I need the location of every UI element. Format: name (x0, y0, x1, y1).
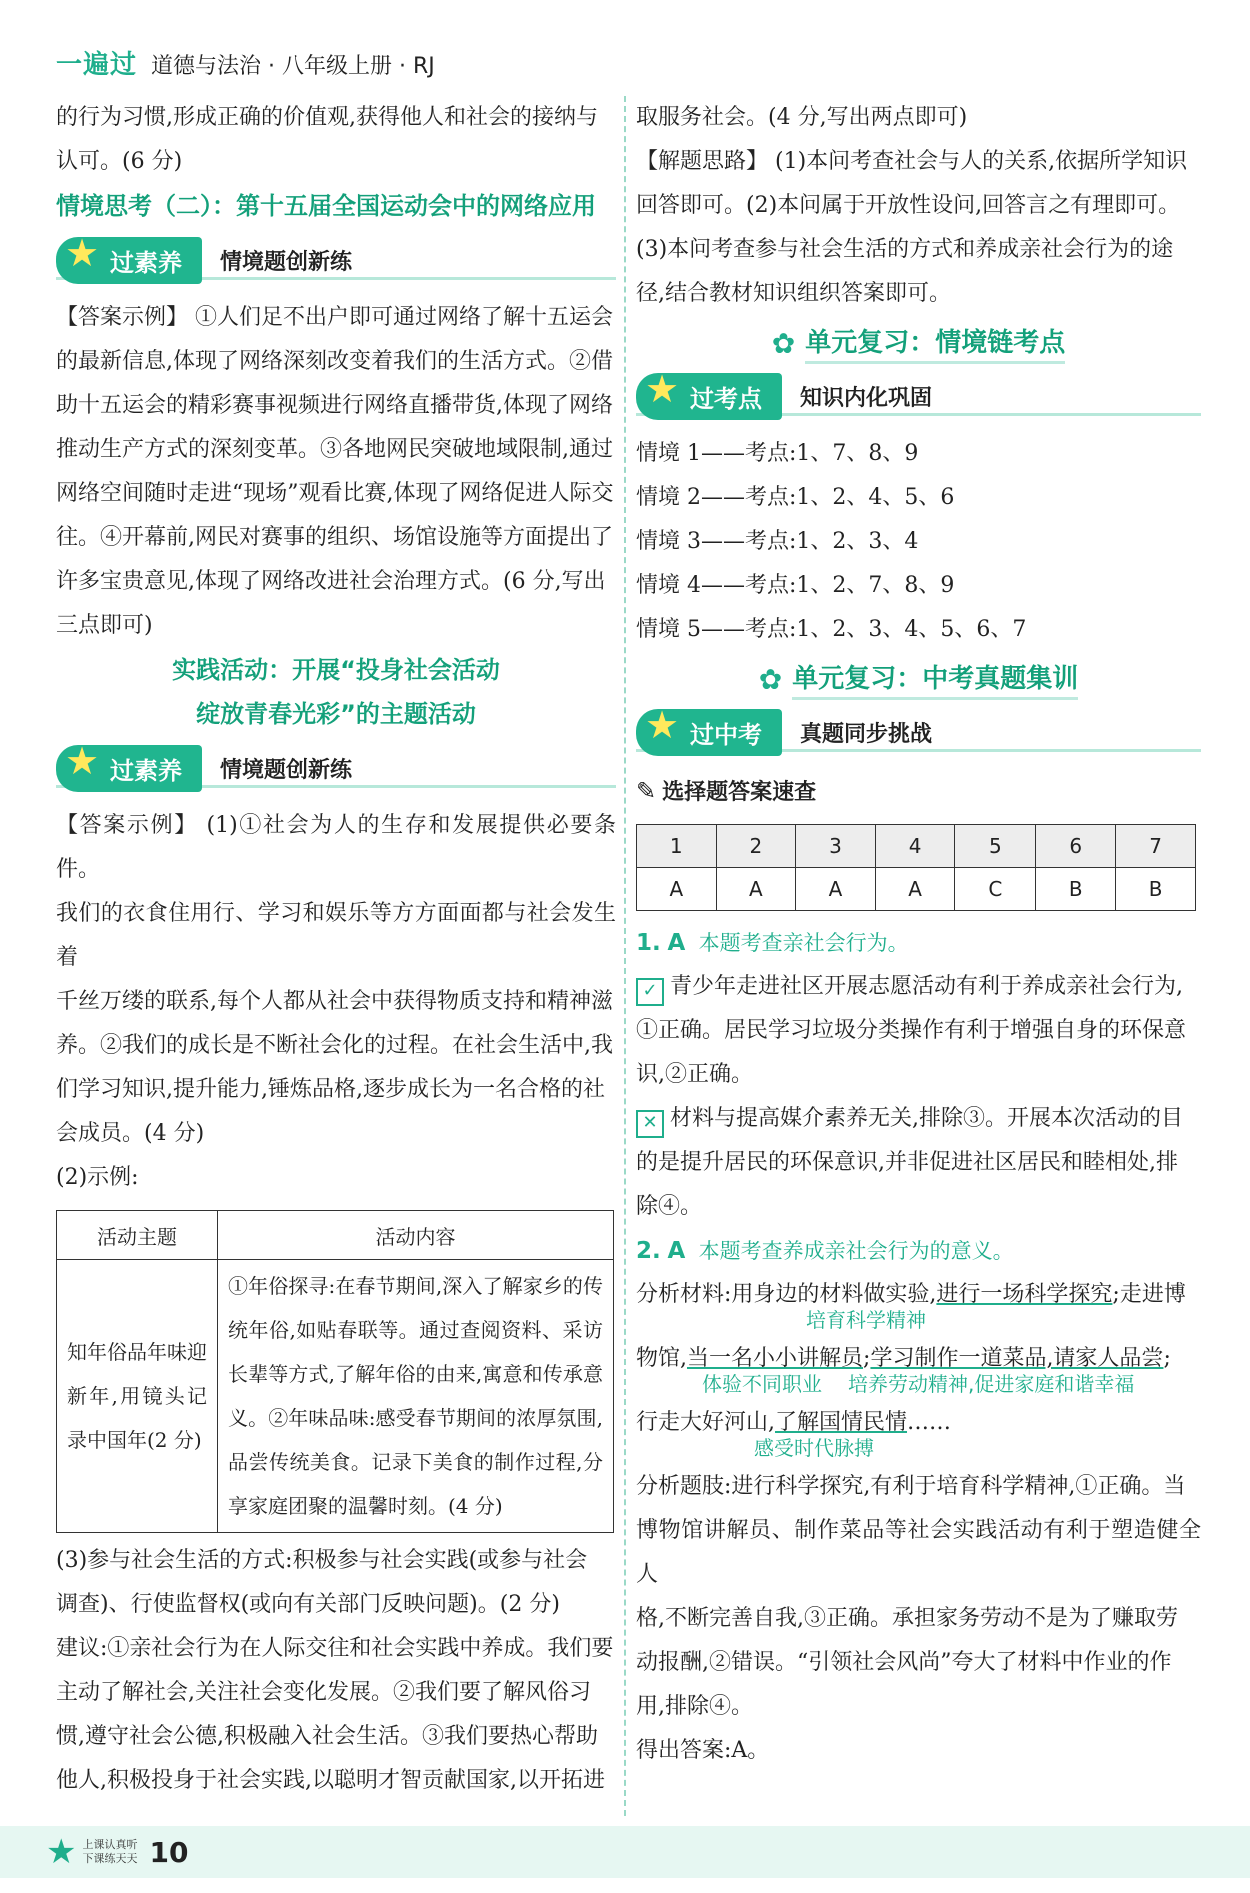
page-header (56, 44, 435, 81)
pencil-icon: ✎ (636, 777, 657, 805)
table-row (637, 868, 1196, 911)
badge-label: ★ 过素养 (56, 745, 202, 792)
activity-table (56, 1210, 614, 1533)
material-line: 行走大好河山,了解国情民情…… (636, 1410, 952, 1435)
section-badge (636, 702, 1201, 756)
question-2-heading (636, 1229, 1201, 1273)
list-item: 情境 2——考点:1、2、4、5、6 (636, 485, 955, 510)
star-mascot-icon: ★ (46, 1832, 77, 1872)
question-note: 本题考查亲社会行为。 (698, 931, 909, 955)
answer-cell: B (1116, 868, 1196, 911)
answer-cell: A (875, 868, 955, 911)
text-line: 回答即可。(2)本问属于开放性设问,回答言之有理即可。 (636, 193, 1181, 218)
question-number: 3 (796, 825, 876, 868)
question-answer: A (667, 930, 686, 956)
text-line: 格,不断完善自我,③正确。承担家务劳动不是为了赚取劳 (636, 1606, 1178, 1631)
text-line: 【答案示例】 (1)①社会为人的生存和发展提供必要条件。 (56, 813, 616, 882)
scenario-title: 情境思考（二）：第十五届全国运动会中的网络应用 (56, 192, 596, 220)
text-line: 建议:①亲社会行为在人际交往和社会实践中养成。我们要 (56, 1636, 614, 1661)
text-line: 会成员。(4 分) (56, 1121, 205, 1146)
text-line: 推动生产方式的深刻变革。③各地网民突破地域限制,通过 (56, 437, 613, 462)
unit-review-title: 单元复习：中考真题集训 (792, 658, 1078, 700)
question-number: 2 (716, 825, 796, 868)
answer-check-heading (636, 768, 1201, 816)
text-line: 博物馆讲解员、制作菜品等社会实践活动有利于塑造健全人 (636, 1518, 1201, 1587)
star-icon: ★ (64, 230, 100, 275)
text-line: 调查)、行使监督权(或向有关部门反映问题)。(2 分) (56, 1592, 560, 1617)
question-number: 7 (1116, 825, 1196, 868)
annotation-text: 培养劳动精神,促进家庭和谐幸福 (848, 1372, 1135, 1396)
question-number: 1 (637, 825, 717, 868)
answer-cell: A (796, 868, 876, 911)
table-header-content: 活动内容 (218, 1211, 614, 1260)
question-note: 本题考查养成亲社会行为的意义。 (698, 1239, 1014, 1263)
table-header-row (57, 1211, 614, 1260)
question-number: 4 (875, 825, 955, 868)
section-badge (56, 738, 616, 792)
text-line: 他人,积极投身于社会实践,以聪明才智贡献国家,以开拓进 (56, 1768, 605, 1793)
table-row (57, 1260, 614, 1533)
list-item: 情境 1——考点:1、7、8、9 (636, 441, 919, 466)
section-badge (56, 230, 616, 284)
text-line: (3)参与社会生活的方式:积极参与社会实践(或参与社会 (56, 1548, 588, 1573)
text-line: 取服务社会。(4 分,写出两点即可) (636, 105, 968, 130)
text-line: (2)示例: (56, 1165, 139, 1190)
text-line: 识,②正确。 (636, 1062, 753, 1087)
material-annotation: 感受时代脉搏 (754, 1436, 874, 1460)
badge-subtitle: 情境题创新练 (220, 249, 353, 275)
table-row (637, 825, 1196, 868)
text-line: 许多宝贵意见,体现了网络改进社会治理方式。(6 分,写出 (56, 569, 606, 594)
flower-icon: ✿ (758, 662, 783, 696)
context-list (636, 432, 1201, 652)
badge-label: ★ 过素养 (56, 237, 202, 284)
list-item: 情境 4——考点:1、2、7、8、9 (636, 573, 955, 598)
text-line: 的行为习惯,形成正确的价值观,获得他人和社会的接纳与 (56, 105, 598, 130)
text-line: 径,结合教材知识组织答案即可。 (636, 281, 951, 306)
unit-review-heading (636, 322, 1201, 364)
answer-check-title: 选择题答案速查 (662, 780, 817, 805)
text-line: 养。②我们的成长是不断社会化的过程。在社会生活中,我 (56, 1033, 613, 1058)
badge-label: ★ 过中考 (636, 709, 782, 756)
cross-icon: ✕ (636, 1110, 664, 1138)
text-line: 千丝万缕的联系,每个人都从社会中获得物质支持和精神滋 (56, 989, 613, 1014)
text-line: 三点即可) (56, 613, 153, 638)
text-line: 的是提升居民的环保意识,并非促进社区居民和睦相处,排 (636, 1150, 1178, 1175)
text-line: 用,排除④。 (636, 1694, 753, 1719)
text-line: 的最新信息,体现了网络深刻改变着我们的生活方式。②借 (56, 349, 613, 374)
question-number: 5 (955, 825, 1036, 868)
text-line: 动报酬,②错误。“引领社会风尚”夸大了材料中作业的作 (636, 1650, 1172, 1675)
answer-cell: C (955, 868, 1036, 911)
badge-subtitle: 情境题创新练 (220, 757, 353, 783)
answer-cell: B (1036, 868, 1116, 911)
star-icon: ★ (644, 702, 680, 747)
material-annotation: 培育科学精神 (806, 1308, 926, 1332)
practice-title-line-2: 绽放青春光彩”的主题活动 (196, 700, 476, 728)
question-1-heading (636, 921, 1201, 965)
section-badge (636, 366, 1201, 420)
question-number: 1. (636, 930, 661, 956)
text-line: 【答案示例】 ①人们足不出户即可通过网络了解十五运会 (56, 305, 613, 330)
text-line: 得出答案:A。 (636, 1738, 770, 1763)
answer-cell: A (716, 868, 796, 911)
unit-review-heading (636, 658, 1201, 700)
text-line: 网络空间随时走进“现场”观看比赛,体现了网络促进人际交 (56, 481, 614, 506)
text-line: 认可。(6 分) (56, 149, 183, 174)
star-icon: ★ (644, 366, 680, 411)
badge-label: ★ 过考点 (636, 373, 782, 420)
flower-icon: ✿ (771, 326, 796, 360)
table-header-theme: 活动主题 (57, 1211, 218, 1260)
material-line: 分析材料:用身边的材料做实验,进行一场科学探究;走进博 (636, 1282, 1186, 1307)
text-line: 们学习知识,提升能力,锤炼品格,逐步成长为一名合格的社 (56, 1077, 605, 1102)
badge-subtitle: 知识内化巩固 (800, 385, 933, 411)
answer-table (636, 824, 1196, 911)
text-line: ✕ 材料与提高媒介素养无关,排除③。开展本次活动的目 (636, 1097, 1201, 1141)
book-title: 道德与法治 · 八年级上册 · RJ (151, 54, 435, 79)
unit-review-title: 单元复习：情境链考点 (805, 322, 1065, 364)
list-item: 情境 3——考点:1、2、3、4 (636, 529, 919, 554)
page-footer (46, 1832, 188, 1872)
text-line: 往。④开幕前,网民对赛事的组织、场馆设施等方面提出了 (56, 525, 613, 550)
check-icon: ✓ (636, 978, 664, 1006)
footer-slogan: 上课认真听 下课练天天 (82, 1838, 138, 1865)
text-line: 【解题思路】 (1)本问考查社会与人的关系,依据所学知识 (636, 149, 1188, 174)
practice-title-line-1: 实践活动：开展“投身社会活动 (172, 656, 500, 684)
activity-theme-cell: 知年俗品年味迎新年,用镜头记录中国年(2 分) (57, 1260, 218, 1533)
text-line: 惯,遵守社会公德,积极融入社会生活。③我们要热心帮助 (56, 1724, 598, 1749)
right-column (636, 96, 1201, 1773)
left-column (56, 96, 616, 1803)
brand-logo: 一遍过 (56, 50, 138, 80)
star-icon: ★ (64, 738, 100, 783)
activity-content-cell: ①年俗探寻:在春节期间,深入了解家乡的传统年俗,如贴春联等。通过查阅资料、采访长辈等方式,了解年俗的由来,寓意和传承意义。②年味品味:感受春节期间的浓厚氛围,品尝传统美食。记录下美食的制作过程,分享家庭团聚的温馨时刻。(4 分) (218, 1260, 614, 1533)
question-answer: A (667, 1238, 686, 1264)
text-line: 我们的衣食住用行、学习和娱乐等方方面面都与社会发生着 (56, 901, 616, 970)
text-line: ✓ 青少年走进社区开展志愿活动有利于养成亲社会行为, (636, 965, 1201, 1009)
material-line: 物馆,当一名小小讲解员;学习制作一道菜品,请家人品尝; (636, 1346, 1171, 1371)
text-line: 助十五运会的精彩赛事视频进行网络直播带货,体现了网络 (56, 393, 613, 418)
page-number: 10 (149, 1835, 189, 1869)
column-divider (624, 96, 626, 1816)
text-line: 分析题肢:进行科学探究,有利于培育科学精神,①正确。当 (636, 1474, 1186, 1499)
material-annotation (636, 1371, 1201, 1397)
text-line: 主动了解社会,关注社会变化发展。②我们要了解风俗习 (56, 1680, 591, 1705)
text-line: (3)本问考查参与社会生活的方式和养成亲社会行为的途 (636, 237, 1174, 262)
question-number: 2. (636, 1238, 661, 1264)
text-line: ①正确。居民学习垃圾分类操作有利于增强自身的环保意 (636, 1018, 1187, 1043)
annotation-text: 体验不同职业 (702, 1372, 822, 1396)
badge-subtitle: 真题同步挑战 (800, 721, 933, 747)
question-number: 6 (1036, 825, 1116, 868)
text-line: 除④。 (636, 1194, 703, 1219)
answer-cell: A (637, 868, 717, 911)
list-item: 情境 5——考点:1、2、3、4、5、6、7 (636, 617, 1027, 642)
